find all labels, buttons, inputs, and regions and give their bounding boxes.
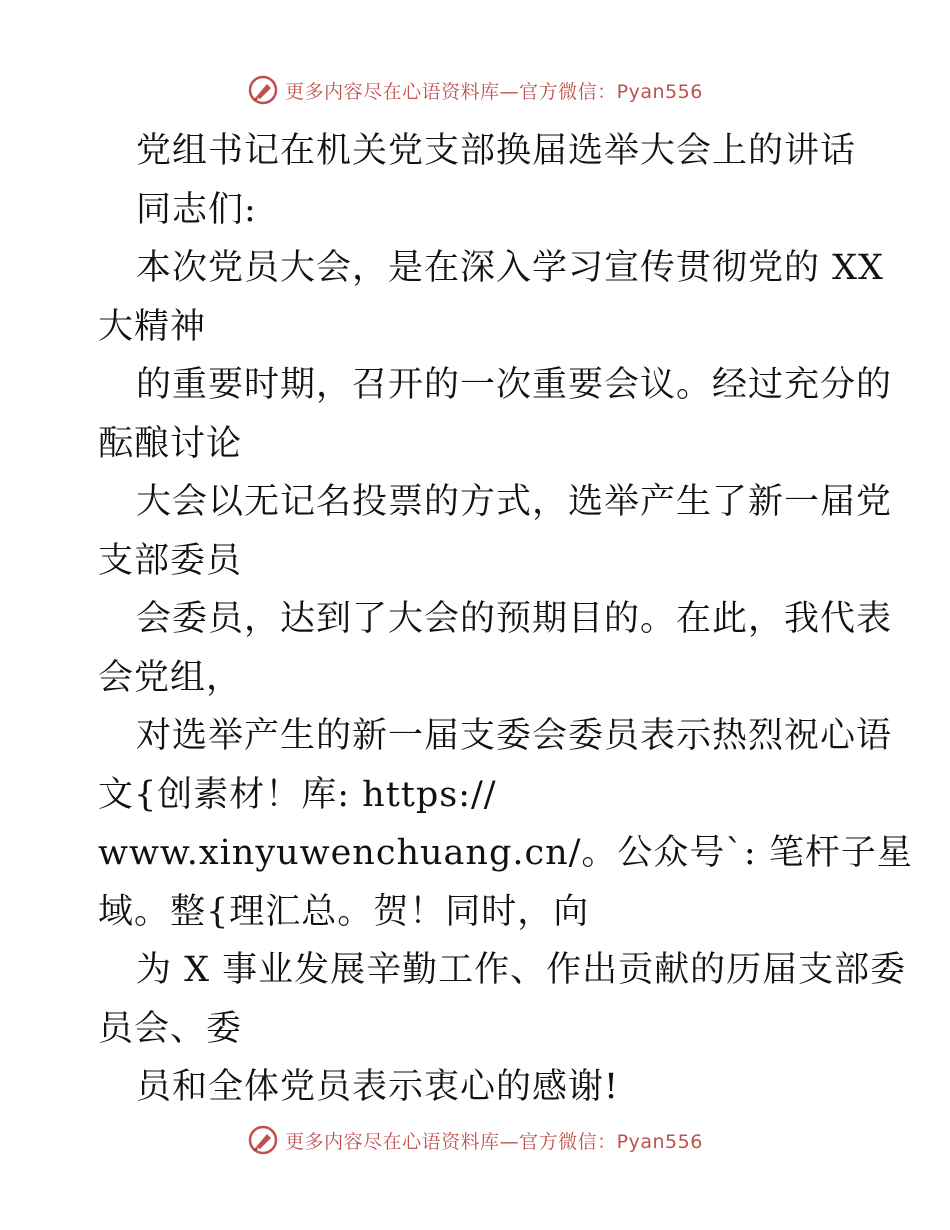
- text-line: 酝酿讨论: [98, 423, 243, 464]
- document-body: [98, 122, 913, 1117]
- text-line: 支部委员: [98, 540, 243, 581]
- salutation: 同志们:: [136, 189, 257, 230]
- banner-text: 更多内容尽在心语资料库—官方微信：Pyan556: [285, 1130, 703, 1153]
- text-line: 为 X 事业发展辛勤工作、作出贡献的历届支部委: [136, 950, 907, 990]
- text-line: 域。整{理汇总。贺！同时，向: [98, 891, 590, 932]
- text-line: 员和全体党员表示衷心的感谢!: [136, 1067, 620, 1107]
- footer-banner: [0, 1120, 950, 1160]
- header-banner: [0, 70, 950, 110]
- banner-text: 更多内容尽在心语资料库—官方微信：Pyan556: [285, 80, 703, 103]
- text-line: 本次党员大会，是在深入学习宣传贯彻党的 XX: [136, 248, 884, 288]
- text-line: 员会、委: [98, 1008, 243, 1049]
- document-title: 党组书记在机关党支部换届选举大会上的讲话: [136, 131, 857, 171]
- text-line: 的重要时期，召开的一次重要会议。经过充分的: [136, 365, 893, 405]
- text-line: 文{创素材！库: https://: [98, 774, 497, 815]
- text-line: 大会以无记名投票的方式，选举产生了新一届党: [136, 482, 893, 522]
- text-line: 会委员，达到了大会的预期目的。在此，我代表: [136, 599, 893, 639]
- text-line: 大精神: [98, 306, 207, 347]
- text-line: 会党组，: [98, 657, 243, 698]
- pen-nib-logo-icon: [247, 1124, 279, 1156]
- text-line: 对选举产生的新一届支委会委员表示热烈祝心语: [136, 716, 893, 756]
- text-line: www.xinyuwenchuang.cn/。公众号`: 笔杆子星: [98, 833, 913, 873]
- pen-nib-logo-icon: [247, 74, 279, 106]
